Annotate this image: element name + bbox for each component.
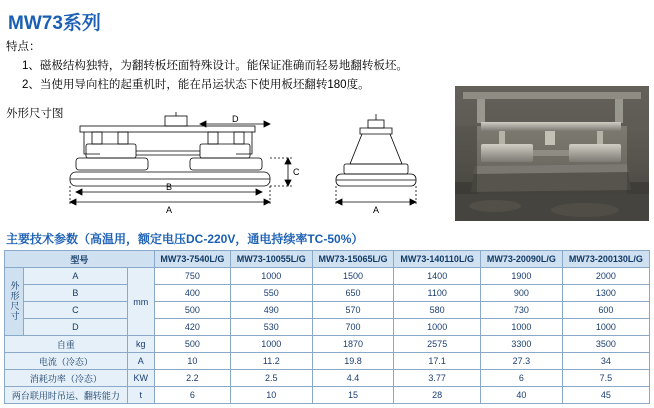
- table-header-row: [5, 251, 650, 268]
- cell-b-3: 650: [312, 285, 394, 302]
- cell-c-6: 600: [562, 302, 649, 319]
- cell-d-3: 700: [312, 319, 394, 336]
- cell-power-1: 2.2: [154, 370, 230, 387]
- cell-c-4: 580: [394, 302, 481, 319]
- cell-b-1: 400: [154, 285, 230, 302]
- dimension-group-label: 外形尺寸: [5, 268, 24, 336]
- cell-power-3: 4.4: [312, 370, 394, 387]
- row-unit-kw: KW: [127, 370, 154, 387]
- cell-d-1: 420: [154, 319, 230, 336]
- row-label-a: A: [24, 268, 128, 285]
- dimension-drawing: [40, 112, 445, 222]
- cell-capacity-2: 10: [230, 387, 312, 404]
- cell-d-4: 1000: [394, 319, 481, 336]
- table-corner-label: 型号: [5, 251, 155, 268]
- row-label-d: D: [24, 319, 128, 336]
- cell-weight-5: 3300: [481, 336, 563, 353]
- cell-capacity-3: 15: [312, 387, 394, 404]
- cell-d-2: 530: [230, 319, 312, 336]
- cell-d-6: 1000: [562, 319, 649, 336]
- cell-c-2: 490: [230, 302, 312, 319]
- row-label-power: 消耗功率（冷态）: [5, 370, 128, 387]
- row-label-c: C: [24, 302, 128, 319]
- table-row: [5, 319, 650, 336]
- cell-current-2: 11.2: [230, 353, 312, 370]
- cell-weight-2: 1000: [230, 336, 312, 353]
- model-header-5: MW73-20090L/G: [481, 251, 563, 268]
- cell-b-6: 1300: [562, 285, 649, 302]
- specifications-table: [4, 250, 650, 404]
- cell-capacity-4: 28: [394, 387, 481, 404]
- cell-power-4: 3.77: [394, 370, 481, 387]
- table-row: [5, 336, 650, 353]
- table-row: [5, 268, 650, 285]
- cell-capacity-6: 45: [562, 387, 649, 404]
- page-title: MW73系列: [8, 13, 101, 34]
- cell-b-2: 550: [230, 285, 312, 302]
- model-header-3: MW73-15065L/G: [312, 251, 394, 268]
- model-header-2: MW73-10055L/G: [230, 251, 312, 268]
- cell-power-6: 7.5: [562, 370, 649, 387]
- cell-current-1: 10: [154, 353, 230, 370]
- cell-current-4: 17.1: [394, 353, 481, 370]
- cell-weight-1: 500: [154, 336, 230, 353]
- table-row: [5, 387, 650, 404]
- row-label-current: 电流（冷态）: [5, 353, 128, 370]
- row-label-b: B: [24, 285, 128, 302]
- cell-c-1: 500: [154, 302, 230, 319]
- features-heading: 特点：: [6, 41, 41, 53]
- cell-b-4: 1100: [394, 285, 481, 302]
- cell-current-6: 34: [562, 353, 649, 370]
- row-label-weight: 自重: [5, 336, 128, 353]
- table-row: [5, 285, 650, 302]
- cell-current-3: 19.8: [312, 353, 394, 370]
- drawing-label-a-left: A: [166, 205, 173, 215]
- model-header-6: MW73-200130L/G: [562, 251, 649, 268]
- drawing-label-c: C: [293, 167, 300, 177]
- cell-weight-6: 3500: [562, 336, 649, 353]
- product-photo: [455, 86, 649, 221]
- cell-weight-4: 2575: [394, 336, 481, 353]
- cell-c-5: 730: [481, 302, 563, 319]
- row-unit-t: t: [127, 387, 154, 404]
- row-unit-mm: mm: [127, 268, 154, 336]
- cell-c-3: 570: [312, 302, 394, 319]
- cell-current-5: 27.3: [481, 353, 563, 370]
- cell-a-2: 1000: [230, 268, 312, 285]
- cell-d-5: 1000: [481, 319, 563, 336]
- cell-power-5: 6: [481, 370, 563, 387]
- feature-item-2: 2、当使用导向柱的起重机时，能在吊运状态下使用板坯翻转180度。: [22, 79, 370, 91]
- cell-power-2: 2.5: [230, 370, 312, 387]
- cell-a-5: 1900: [481, 268, 563, 285]
- cell-a-4: 1400: [394, 268, 481, 285]
- row-label-capacity: 两台联用时吊运、翻转能力: [5, 387, 128, 404]
- cell-a-3: 1500: [312, 268, 394, 285]
- cell-b-5: 900: [481, 285, 563, 302]
- drawing-label-b: B: [166, 182, 173, 192]
- drawing-label-a-right: A: [373, 205, 380, 215]
- cell-capacity-5: 40: [481, 387, 563, 404]
- feature-item-1: 1、磁极结构独特，为翻转板坯面特殊设计。能保证准确而轻易地翻转板坯。: [22, 60, 408, 72]
- drawing-label-d: D: [232, 114, 239, 124]
- cell-a-6: 2000: [562, 268, 649, 285]
- cell-a-1: 750: [154, 268, 230, 285]
- table-row: [5, 353, 650, 370]
- dimension-drawing-heading: 外形尺寸图: [6, 108, 64, 120]
- cell-weight-3: 1870: [312, 336, 394, 353]
- model-header-1: MW73-7540L/G: [154, 251, 230, 268]
- cell-capacity-1: 6: [154, 387, 230, 404]
- model-header-4: MW73-140110L/G: [394, 251, 481, 268]
- params-heading: 主要技术参数（高温用，额定电压DC-220V，通电持续率TC-50%）: [6, 232, 364, 246]
- table-row: [5, 370, 650, 387]
- row-unit-a: A: [127, 353, 154, 370]
- row-unit-kg: kg: [127, 336, 154, 353]
- table-row: [5, 302, 650, 319]
